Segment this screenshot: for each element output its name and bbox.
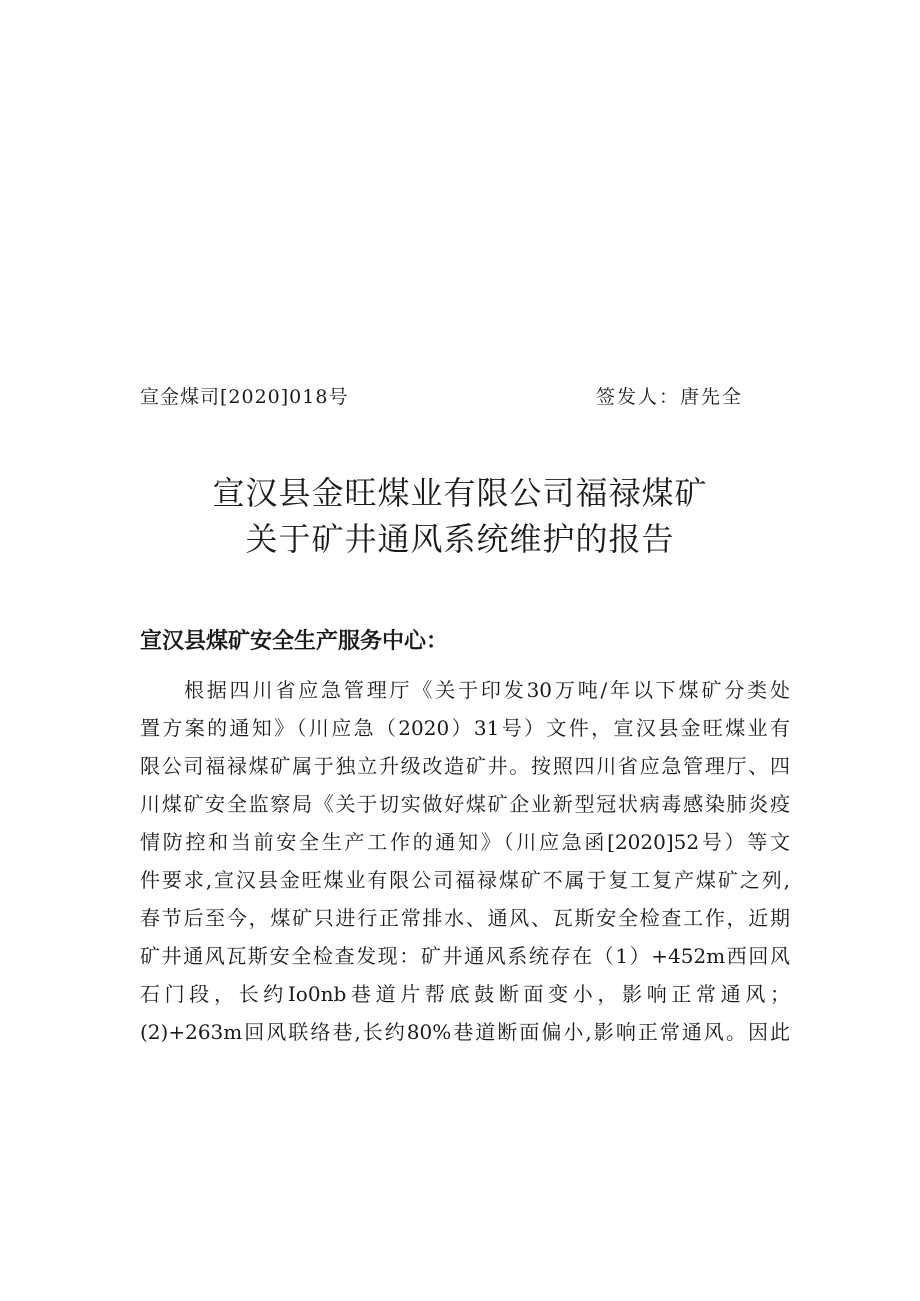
body-line: 情防控和当前安全生产工作的通知》（川应急函[2020]52号）等文	[140, 830, 790, 854]
body-line: 限公司福禄煤矿属于独立升级改造矿井。按照四川省应急管理厅、四	[140, 754, 790, 778]
document-title	[0, 470, 920, 562]
signer-name: 唐先全	[680, 386, 744, 408]
body-line: 置方案的通知》（川应急（2020）31号）文件，宣汉县金旺煤业有	[140, 716, 790, 740]
body-line: 件要求,宣汉县金旺煤业有限公司福禄煤矿不属于复工复产煤矿之列,	[140, 868, 790, 892]
signer	[596, 382, 743, 409]
body-line: (2)+263m回风联络巷,长约80%巷道断面偏小,影响正常通风。因此	[140, 1020, 790, 1044]
document-number: 宣金煤司[2020]018号	[140, 386, 349, 408]
body-line: 根据四川省应急管理厅《关于印发30万吨/年以下煤矿分类处	[184, 678, 790, 702]
title-line-2: 关于矿井通风系统维护的报告	[245, 520, 675, 558]
signer-label: 签发人：	[596, 386, 681, 408]
body-line: 川煤矿安全监察局《关于切实做好煤矿企业新型冠状病毒感染肺炎疫	[140, 792, 790, 816]
body-paragraph	[140, 671, 790, 1051]
addressee: 宣汉县煤矿安全生产服务中心：	[140, 629, 449, 654]
body-line: 矿井通风瓦斯安全检查发现：矿井通风系统存在（1）+452m西回风	[140, 944, 790, 968]
title-line-1: 宣汉县金旺煤业有限公司福禄煤矿	[212, 474, 708, 512]
body-line: 石门段，长约Io0nb巷道片帮底鼓断面变小，影响正常通风；	[140, 982, 790, 1006]
body-line: 春节后至今，煤矿只进行正常排水、通风、瓦斯安全检查工作，近期	[140, 906, 790, 930]
